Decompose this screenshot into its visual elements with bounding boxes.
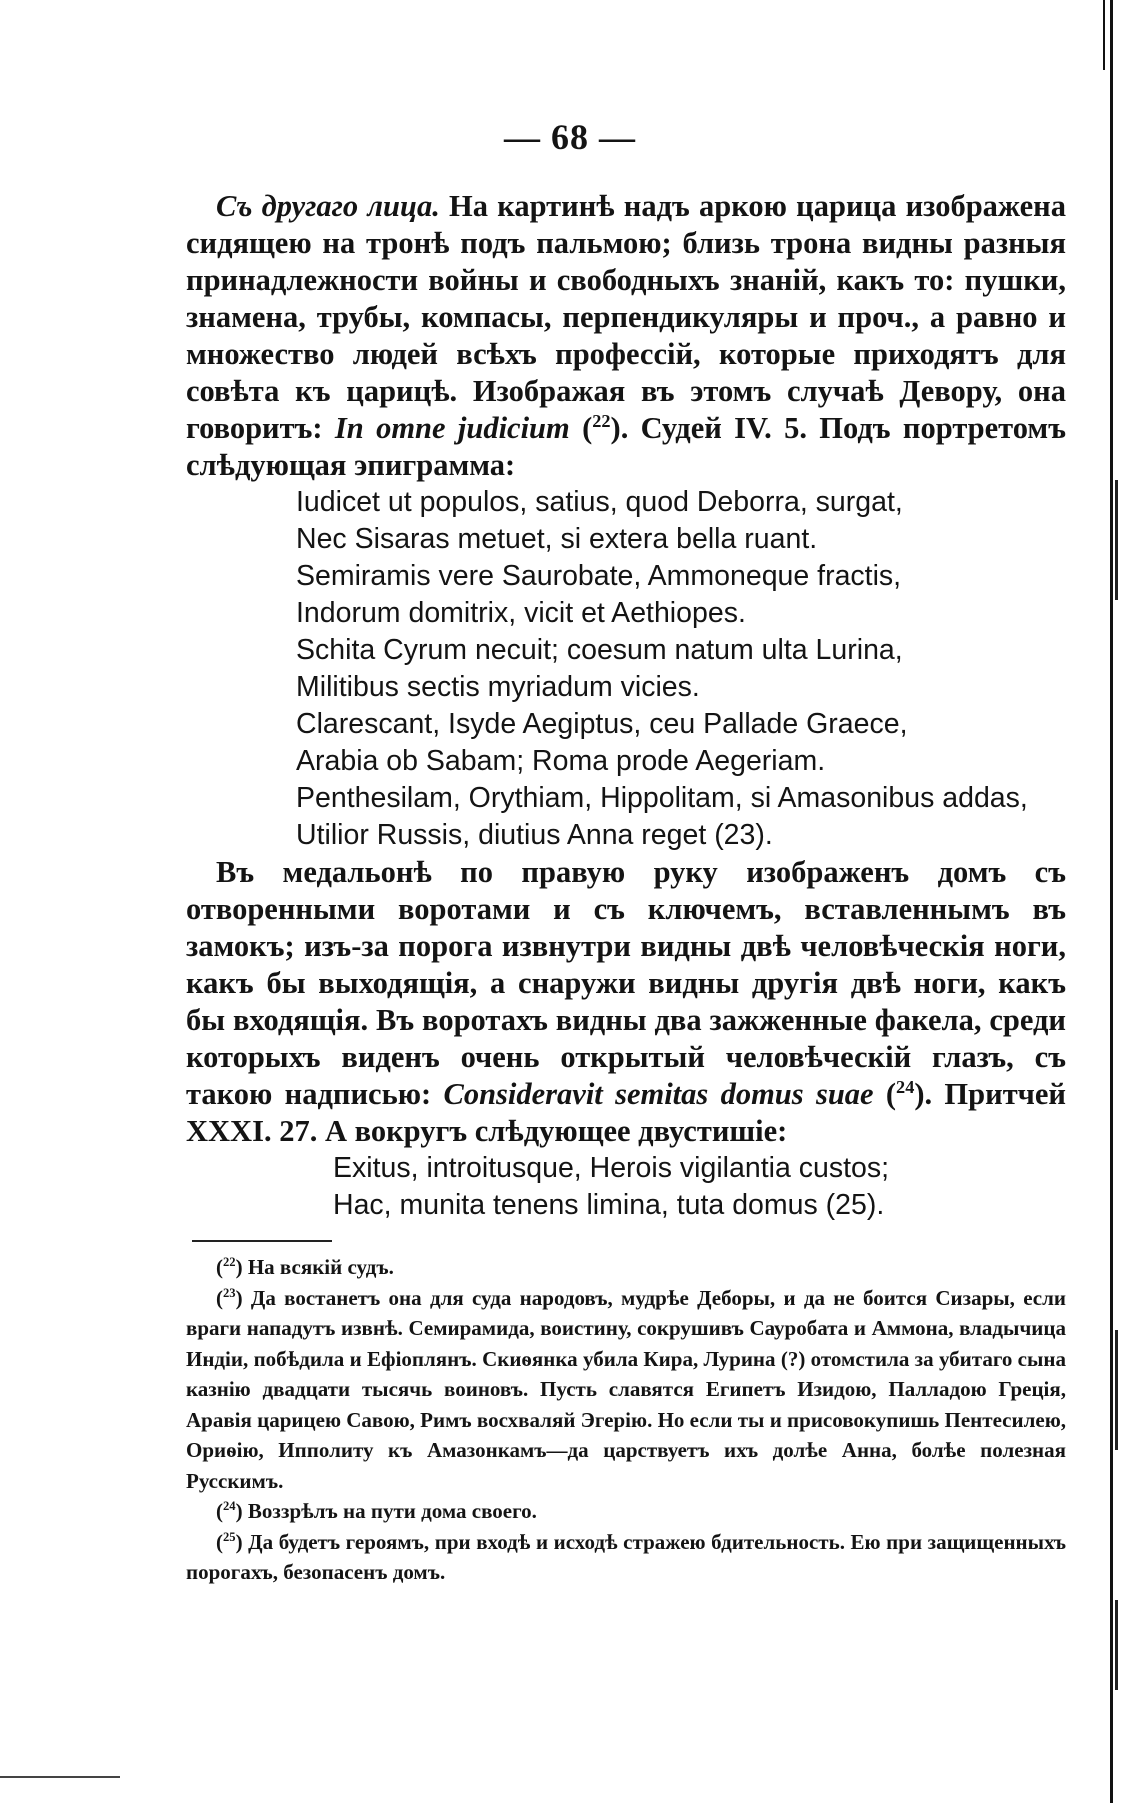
paragraph-1-text-a: На картинѣ надъ аркою царица изображена сидящею на тронѣ подъ пальмою; близь трона видны разныя принадлежности войны и свободныхъ знаній, какъ то: пушки, знамена, трубы, компасы, перпендикуляры и проч., а равно и множество людей всѣхъ профессій, которые приходятъ для совѣта къ царицѣ. Изображая въ этомъ случаѣ Девору, она говоритъ: [186, 189, 1067, 445]
paragraph-1-text-b: . Судей IV. 5. Подъ портретомъ слѣдующая эпиграмма: [186, 411, 1066, 482]
scan-edge-right-inner [1103, 0, 1105, 70]
epigram-line: Nec Sisaras metuet, si extera bella ruant. [296, 523, 818, 555]
paragraph-2-text-a: Въ медальонѣ по правую руку изображенъ домъ съ отворенными воротами и съ ключемъ, вставленнымъ въ замокъ; изъ-за порога извнутри видны двѣ человѣческія ноги, какъ бы выходящія, а снаружи видны другія двѣ ноги, какъ бы входящія. Въ воротахъ видны два зажженные факела, среди которыхъ виденъ очень открытый человѣческій глазъ, съ такою надписью: [186, 855, 1066, 1111]
paragraph-1-latin: In omne judicium [334, 411, 570, 445]
footnote: ($^{23}$) Да востанетъ она для суда народовъ, мудрѣе Деборы, и да не боится Сизары, если враги нападутъ извнѣ. Семирамида, воистину, сокрушивъ Сауробата и Аммона, владычица Индіи, побѣдила и Ефіоплянъ. Скиѳянка убила Кира, Лурина (?) отомстила за убитаго сына казнію двадцати тысячь воиновъ. Пусть славятся Египетъ Изидою, Палладою Греція, Аравія царицею Савою, Римъ восхваляй Эгерію. Но если ты и присовокупишь Пентесилею, Ориѳію, Ипполиту къ Амазонкамъ—да царствуетъ ихъ долѣе Анна, болѣе полезная Русскимъ. [186, 1285, 1067, 1493]
page-number: — 68 — [504, 117, 636, 157]
epigram-line: Arabia ob Sabam; Roma prode Aegeriam. [296, 745, 826, 777]
epigram-line: Semiramis vere Saurobate, Ammoneque fractis, [296, 560, 902, 592]
epigram-line: Schita Cyrum necuit; coesum natum ulta Lurina, [296, 634, 903, 666]
epigram-line: Utilior Russis, diutius Anna reget (23). [296, 819, 773, 851]
scan-mark [1115, 480, 1118, 600]
scan-mark [1115, 1330, 1118, 1450]
paragraph-1: Съ другаго лица. На картинѣ надъ аркою царица изображена сидящею на тронѣ подъ пальмою; близь трона видны разныя принадлежности войны и свободныхъ знаній, какъ то: пушки, знамена, трубы, компасы, перпендикуляры и проч., а равно и множество людей всѣхъ профессій, которые приходятъ для совѣта къ царицѣ. Изображая въ этомъ случаѣ Девору, она говоритъ: In omne judicium ($^{22}$). Судей IV. 5. Подъ портретомъ слѣдующая эпиграмма: [186, 189, 1067, 482]
footnote: ($^{22}$) На всякій судъ. [216, 1255, 394, 1279]
paragraph-2-text-b: . Притчей XXXI. 27. А вокругъ слѣдующее двустишіе: [186, 1077, 1066, 1148]
scan-edge-right [1110, 0, 1113, 1803]
footnote-ref: 22 [592, 410, 611, 431]
couplet-line: Exitus, introitusque, Herois vigilantia custos; [333, 1152, 890, 1184]
footnote: ($^{25}$) Да будетъ героямъ, при входѣ и исходѣ стражею бдительность. Ею при защищенныхъ порогахъ, безопасенъ домъ. [186, 1529, 1066, 1584]
footnotes [186, 1252, 1066, 1588]
epigram-line: Militibus sectis myriadum vicies. [296, 671, 700, 703]
scan-edge-bottom [0, 1776, 120, 1778]
paragraph-1-intro: Съ другаго лица. [216, 189, 440, 223]
epigram [296, 484, 1066, 854]
scan-mark [1115, 1600, 1118, 1690]
epigram-line: Indorum domitrix, vicit et Aethiopes. [296, 597, 746, 629]
epigram-line: Clarescant, Isyde Aegiptus, ceu Pallade Graece, [296, 708, 908, 740]
couplet-line: Hac, munita tenens limina, tuta domus (25). [333, 1189, 885, 1221]
epigram-line: Iudicet ut populos, satius, quod Deborra, surgat, [296, 486, 903, 518]
main-text [186, 188, 1066, 1224]
paragraph-2-latin: Consideravit semitas domus suae [443, 1077, 874, 1111]
footnote-ref: 24 [896, 1076, 915, 1097]
paragraph-2: Въ медальонѣ по правую руку изображенъ домъ съ отворенными воротами и съ ключемъ, вставленнымъ въ замокъ; изъ-за порога извнутри видны двѣ человѣческія ноги, какъ бы выходящія, а снаружи видны другія двѣ ноги, какъ бы входящія. Въ воротахъ видны два зажженные факела, среди которыхъ виденъ очень открытый человѣческій глазъ, съ такою надписью: Consideravit semitas domus suae ($^{24}$). Притчей XXXI. 27. А вокругъ слѣдующее двустишіе: [186, 855, 1066, 1148]
couplet [333, 1150, 1066, 1224]
epigram-line: Penthesilam, Orythiam, Hippolitam, si Amasonibus addas, [296, 782, 1028, 814]
footnote-divider [192, 1240, 332, 1242]
footnote: ($^{24}$) Воззрѣлъ на пути дома своего. [216, 1499, 537, 1523]
